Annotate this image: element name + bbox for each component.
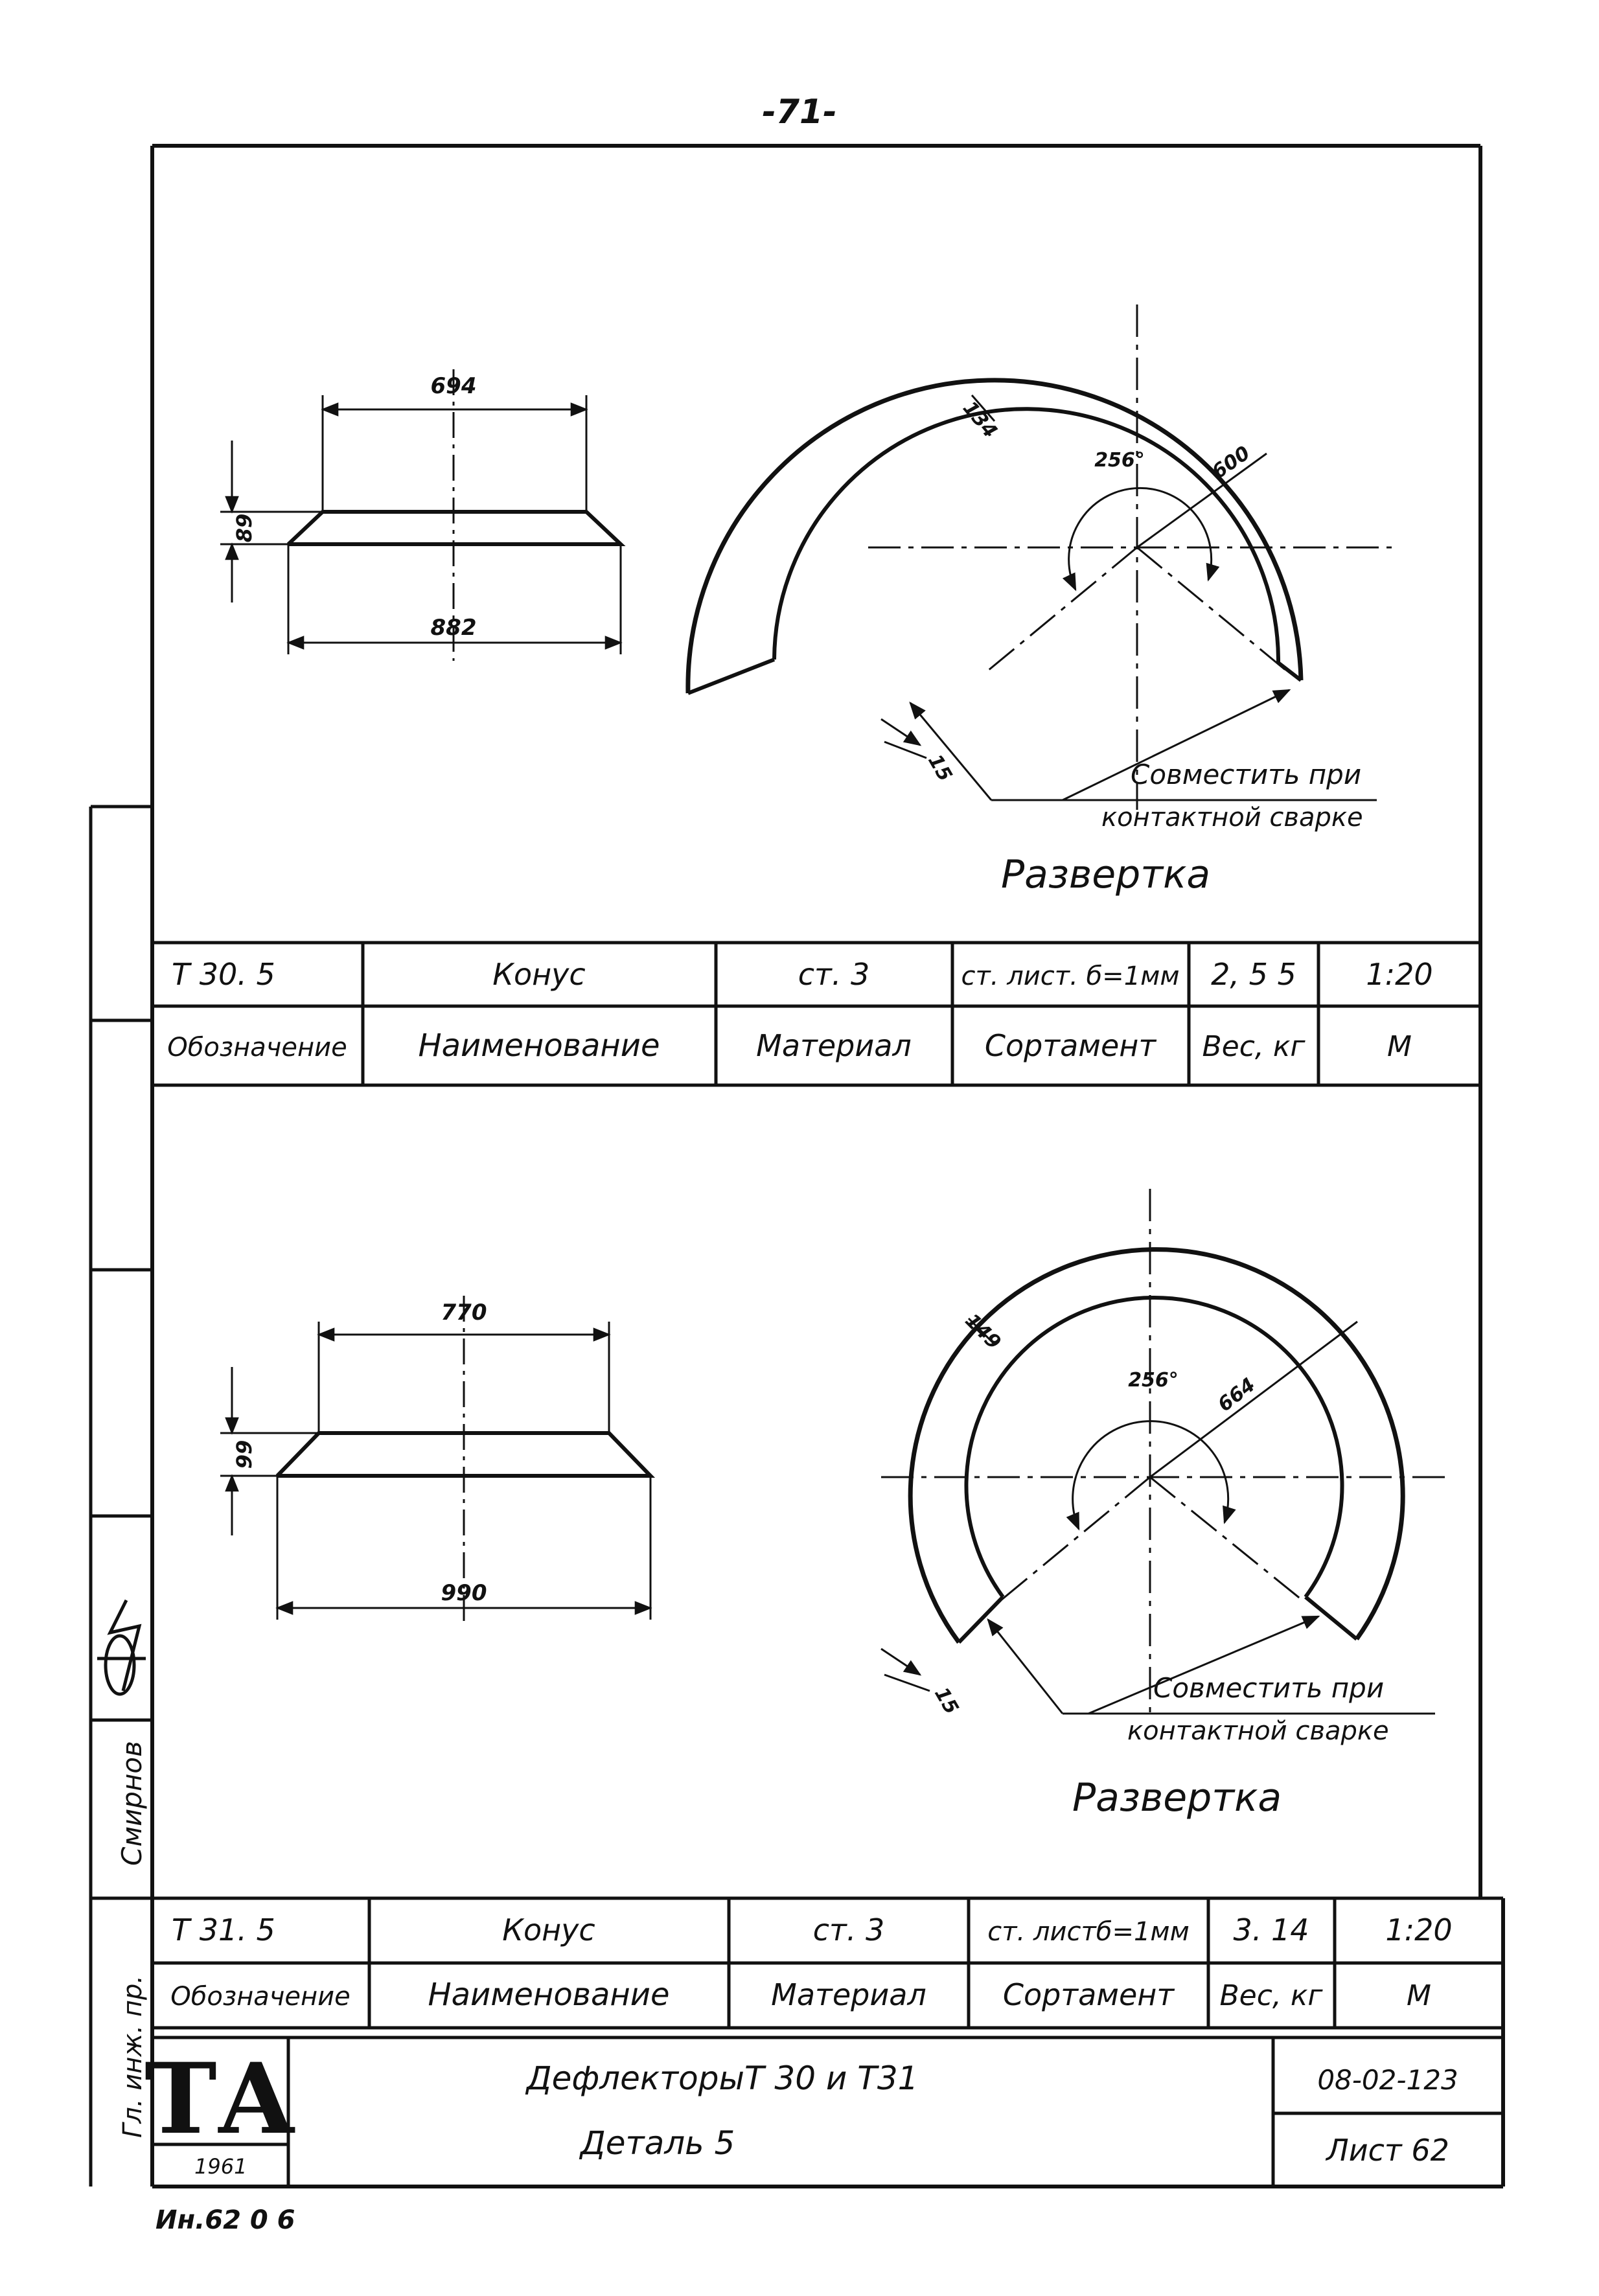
upper-row-name: Конус	[492, 957, 586, 992]
upper-row-weight: 2, 5 5	[1211, 957, 1296, 992]
upper-header-material: Материал	[756, 1028, 912, 1063]
lower-dim-band: 149	[960, 1309, 1006, 1354]
upper-note-line1: Совместить при	[1131, 759, 1362, 790]
lower-development-view	[881, 1189, 1451, 1717]
lower-cone-side-view	[220, 1296, 650, 1626]
upper-row-assortment: ст. лист. б=1мм	[961, 961, 1180, 991]
upper-caption: Развертка	[1001, 852, 1211, 897]
lower-header-name: Наименование	[428, 1977, 670, 2013]
lower-dim-bottom: 990	[441, 1580, 487, 1606]
lower-dim-angle: 256°	[1128, 1369, 1179, 1392]
upper-dim-radius: 600	[1208, 441, 1254, 484]
lower-dim-gap: 15	[930, 1683, 963, 1719]
lower-row-designation: Т 31. 5	[172, 1912, 275, 1947]
upper-header-name: Наименование	[418, 1027, 660, 1064]
upper-dim-top: 694	[430, 373, 477, 399]
inventory-number: Ин.62 0 6	[155, 2205, 295, 2235]
upper-row-scale: 1:20	[1366, 957, 1433, 992]
upper-header-weight: Вес, кг	[1202, 1030, 1306, 1063]
lower-header-material: Материал	[771, 1977, 926, 2012]
title-logo: ТА	[144, 2042, 296, 2156]
lower-row-material: ст. 3	[812, 1912, 885, 1947]
upper-note-line2: контактной сварке	[1101, 803, 1363, 832]
page-number: -71-	[762, 93, 837, 132]
title-line1: ДефлекторыТ 30 и Т31	[526, 2060, 919, 2097]
lower-header-assortment: Сортамент	[1002, 1977, 1175, 2012]
lower-note-line1: Совместить при	[1153, 1672, 1385, 1704]
upper-development-view	[688, 304, 1399, 810]
lower-dim-radius: 664	[1214, 1373, 1260, 1417]
signature-mark	[97, 1600, 146, 1694]
lower-dim-height: 99	[232, 1440, 257, 1469]
side-stamp-role: Гл. инж. пр.	[118, 1975, 148, 2138]
upper-dim-height: 89	[232, 513, 257, 543]
doc-number: 08-02-123	[1317, 2064, 1458, 2096]
sheet-frame	[152, 146, 1503, 2187]
upper-dim-gap: 15	[923, 750, 957, 786]
title-year: 1961	[194, 2154, 247, 2179]
lower-dim-top: 770	[441, 1300, 487, 1326]
lower-row-assortment: ст. листб=1мм	[987, 1917, 1190, 1947]
lower-row-weight: 3. 14	[1233, 1912, 1309, 1947]
lower-row-scale: 1:20	[1385, 1912, 1453, 1947]
title-line2: Деталь 5	[580, 2124, 735, 2162]
lower-header-scale: М	[1407, 1979, 1431, 2012]
upper-cone-side-view	[220, 369, 621, 661]
upper-header-scale: М	[1387, 1030, 1412, 1063]
lower-caption: Развертка	[1072, 1775, 1282, 1820]
upper-header-assortment: Сортамент	[984, 1028, 1156, 1063]
lower-note-line2: контактной сварке	[1127, 1716, 1389, 1746]
lower-header-designation: Обозначение	[170, 1982, 351, 2012]
upper-row-material: ст. 3	[798, 957, 870, 992]
sheet-number: Лист 62	[1326, 2133, 1449, 2168]
lower-header-weight: Вес, кг	[1219, 1979, 1323, 2012]
upper-dim-bottom: 882	[430, 615, 477, 641]
upper-row-designation: Т 30. 5	[172, 957, 275, 992]
side-stamp-name: Смирнов	[116, 1741, 148, 1866]
upper-header-designation: Обозначение	[167, 1033, 347, 1062]
upper-dim-angle: 256°	[1094, 449, 1145, 472]
lower-row-name: Конус	[502, 1912, 595, 1947]
upper-dim-band: 134	[958, 396, 1002, 443]
